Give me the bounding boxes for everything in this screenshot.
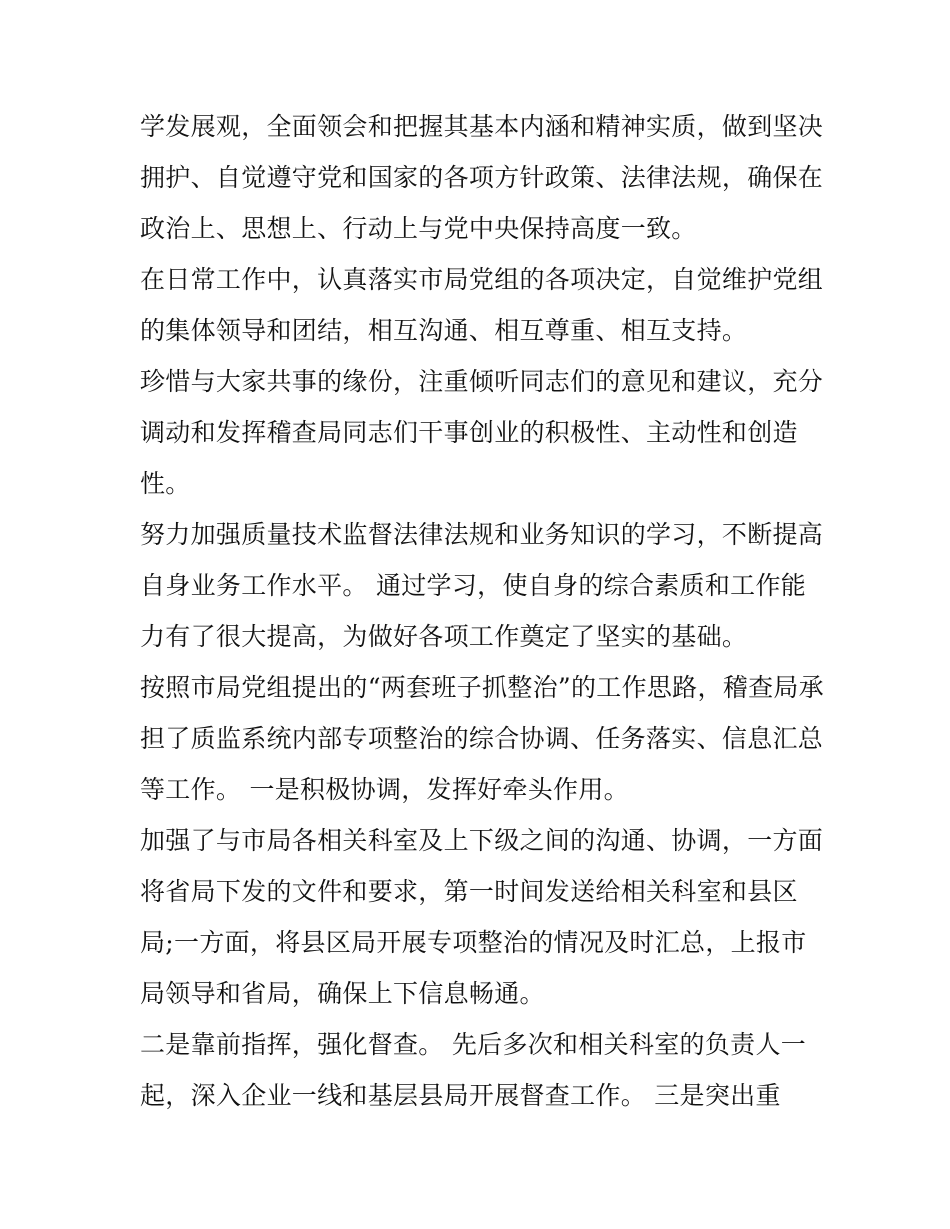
- text-line: 担了质监系统内部专项整治的综合协调、任务落实、信息汇总: [140, 724, 824, 753]
- text-line: 局;一方面，将县区局开展专项整治的情况及时汇总，上报市: [140, 928, 807, 957]
- text-line: 调动和发挥稽查局同志们干事创业的积极性、主动性和创造: [140, 418, 798, 447]
- text-line: 珍惜与大家共事的缘份，注重倾听同志们的意见和建议，充分: [140, 367, 824, 396]
- text-line: 的集体领导和团结，相互沟通、相互尊重、相互支持。: [140, 316, 748, 345]
- text-line: 拥护、自觉遵守党和国家的各项方针政策、法律法规，确保在: [140, 163, 824, 192]
- text-line: 局领导和省局，确保上下信息畅通。: [140, 979, 545, 1008]
- text-line: 将省局下发的文件和要求，第一时间发送给相关科室和县区: [140, 877, 798, 906]
- text-line: 按照市局党组提出的“两套班子抓整治”的工作思路，稽查局承: [140, 673, 824, 702]
- text-line: 起，深入企业一线和基层县局开展督查工作。 三是突出重: [140, 1081, 781, 1110]
- text-line: 学发展观，全面领会和把握其基本内涵和精神实质，做到坚决: [140, 112, 824, 141]
- text-line: 性。: [140, 469, 191, 498]
- text-line: 政治上、思想上、行动上与党中央保持高度一致。: [140, 214, 697, 243]
- text-line: 力有了很大提高，为做好各项工作奠定了坚实的基础。: [140, 622, 748, 651]
- text-line: 等工作。 一是积极协调，发挥好牵头作用。: [140, 775, 629, 804]
- text-line: 二是靠前指挥，强化督查。 先后多次和相关科室的负责人一: [140, 1030, 807, 1059]
- text-line: 在日常工作中，认真落实市局党组的各项决定，自觉维护党组: [140, 265, 824, 294]
- text-line: 自身业务工作水平。 通过学习，使自身的综合素质和工作能: [140, 571, 807, 600]
- document-body: [140, 101, 830, 1121]
- text-line: 加强了与市局各相关科室及上下级之间的沟通、协调，一方面: [140, 826, 824, 855]
- text-line: 努力加强质量技术监督法律法规和业务知识的学习，不断提高: [140, 520, 824, 549]
